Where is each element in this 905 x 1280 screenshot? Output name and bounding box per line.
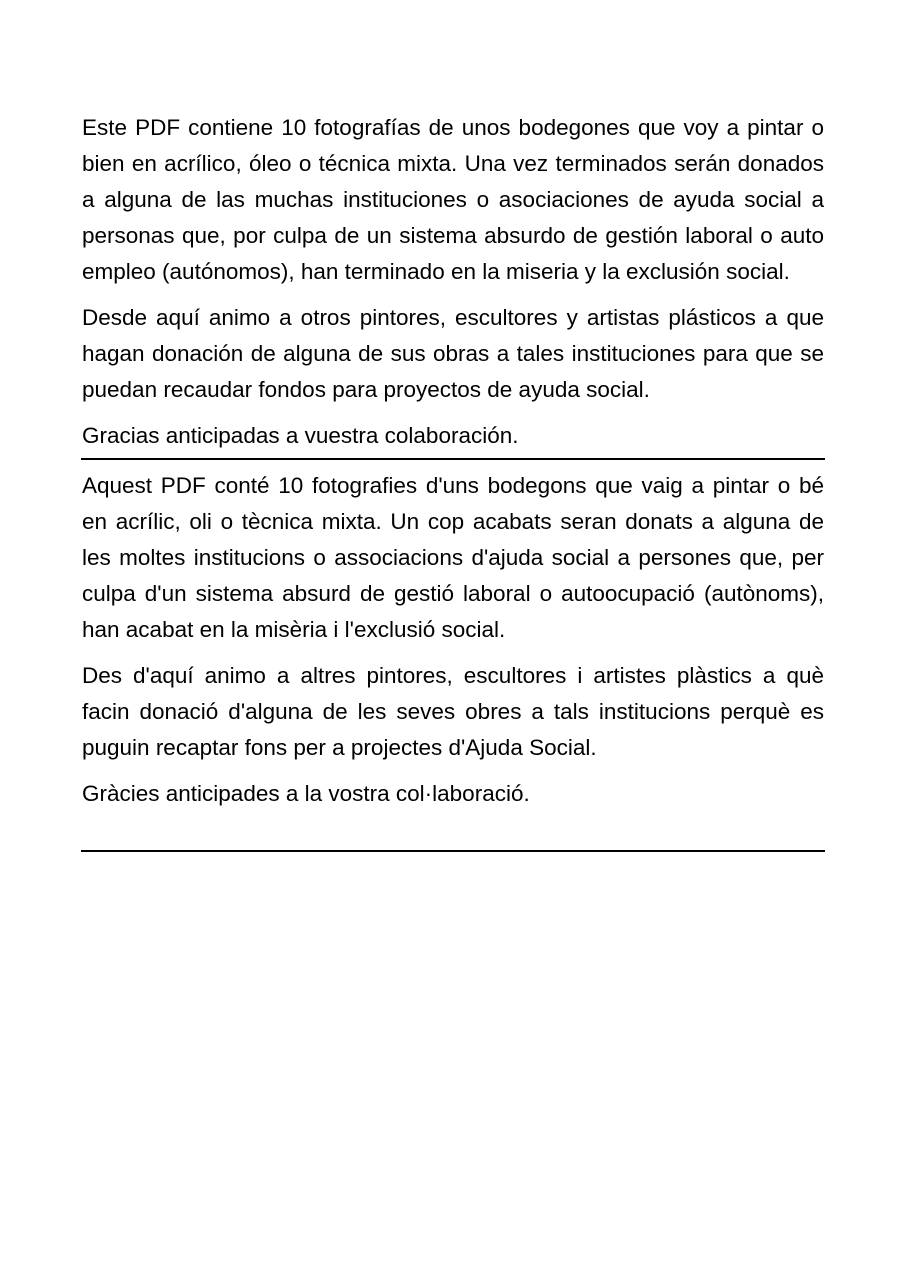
end-divider [81,850,825,852]
catalan-paragraph-2: Des d'aquí animo a altres pintores, escultores i artistes plàstics a què facin donació d'alguna de les seves obres a tals institucions perquè es puguin recaptar fons per a projectes d'Ajuda Social. [82,663,824,760]
section-divider [81,458,825,460]
catalan-closing: Gràcies anticipades a la vostra col·laboració. [82,781,530,806]
catalan-paragraph-1: Aquest PDF conté 10 fotografies d'uns bodegons que vaig a pintar o bé en acrílic, oli o tècnica mixta. Un cop acabats seran donats a alguna de les moltes institucions o associacions d'ajuda social a persones que, per culpa d'un sistema absurd de gestió laboral o autoocupació (autònoms), han acabat en la misèria i l'exclusió social. [82,473,824,642]
spanish-closing: Gracias anticipadas a vuestra colaboración. [82,423,519,448]
spanish-paragraph-1: Este PDF contiene 10 fotografías de unos bodegones que voy a pintar o bien en acrílico, óleo o técnica mixta. Una vez terminados serán donados a alguna de las muchas instituciones o asociaciones de ayuda social a personas que, por culpa de un sistema absurdo de gestión laboral o auto empleo (autónomos), han terminado en la miseria y la exclusión social. [82,115,824,284]
catalan-section [82,468,824,812]
document-page [82,110,824,852]
spanish-paragraph-2: Desde aquí animo a otros pintores, escultores y artistas plásticos a que hagan donación de alguna de sus obras a tales instituciones para que se puedan recaudar fondos para proyectos de ayuda social. [82,305,824,402]
spanish-section [82,110,824,454]
